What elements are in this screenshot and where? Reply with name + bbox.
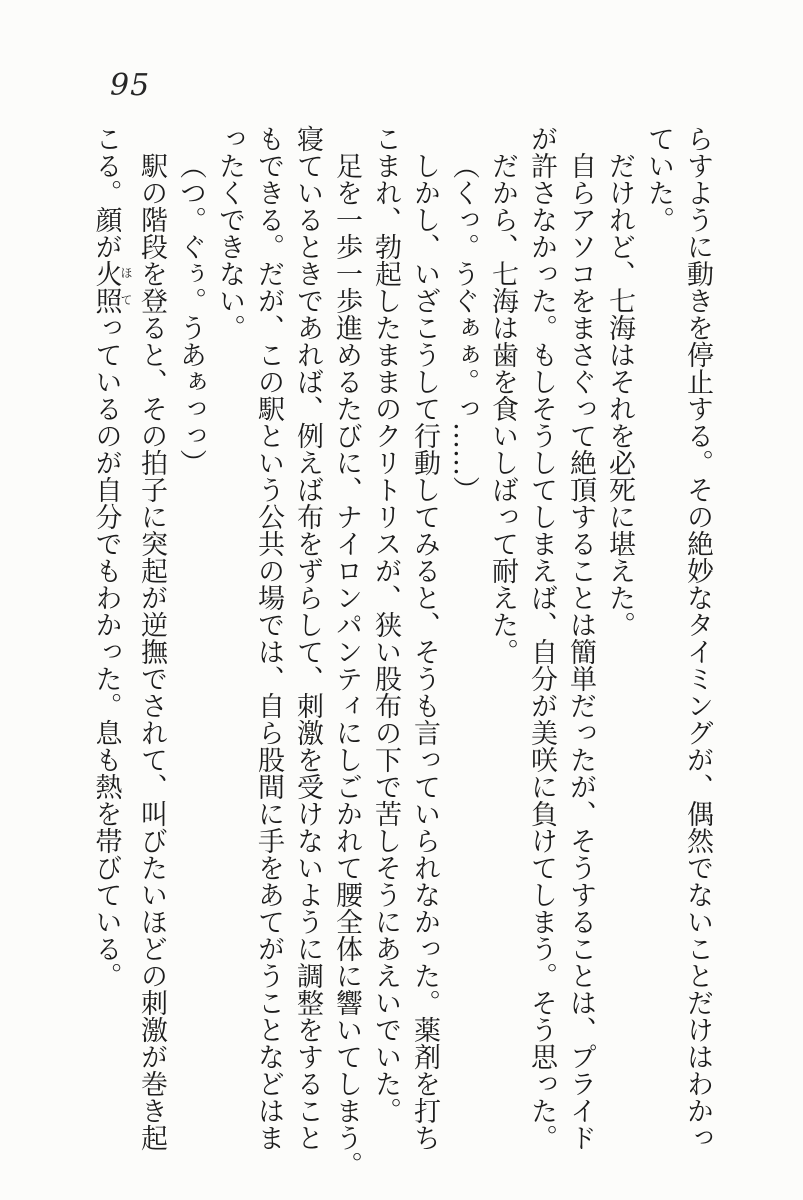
furigana-text: ほて — [119, 260, 133, 314]
text-column: ていた。 — [643, 125, 674, 233]
furigana-ruby: 火照ほて — [90, 260, 133, 314]
text-column: 駅の階段を登ると、その拍子に突起が逆撫でされて、叫びたいほどの刺激が巻き起 — [136, 152, 167, 1151]
page-number: 95 — [110, 68, 151, 103]
text-column: （くっ。うぐぁぁ。っ……） — [448, 152, 479, 503]
text-column: こまれ、勃起したままのクリトリスが、狭い股布の下で苦しそうにあえいでいた。 — [370, 125, 401, 1124]
text-column: しかし、いざこうして行動してみると、そうも言っていられなかった。薬剤を打ち — [409, 152, 440, 1151]
text-column: （つ。ぐぅ。うあぁっっ） — [175, 152, 206, 476]
text-column: 寝ているときであれば、例えば布をずらして、刺激を受けないように調整をすること — [292, 125, 323, 1151]
text-column: だけれど、七海はそれを必死に堪えた。 — [604, 152, 635, 638]
text-column: 足を一歩一歩進めるたびに、ナイロンパンティにしごかれて腰全体に響いてしまう。 — [331, 152, 362, 1178]
text-column: が許さなかった。もしそうしてしまえば、自分が美咲に負けてしまう。そう思った。 — [526, 125, 557, 1151]
text-column: 自らアソコをまさぐって絶頂することは簡単だったが、そうすることは、プライド — [565, 152, 596, 1151]
body-text — [87, 125, 718, 1189]
text-column: だから、七海は歯を食いしばって耐えた。 — [487, 152, 518, 665]
text-column: もできる。だが、この駅という公共の場では、自ら股間に手をあてがうことなどはま — [253, 125, 284, 1151]
text-column: らすように動きを停止する。その絶妙なタイミングが、偶然でないことだけはわかっ — [682, 125, 713, 1151]
text-column: こる。顔が火照ほてっているのが自分でもわかった。息も熱を帯びている。 — [90, 125, 133, 989]
text-column: ったくできない。 — [214, 125, 245, 341]
